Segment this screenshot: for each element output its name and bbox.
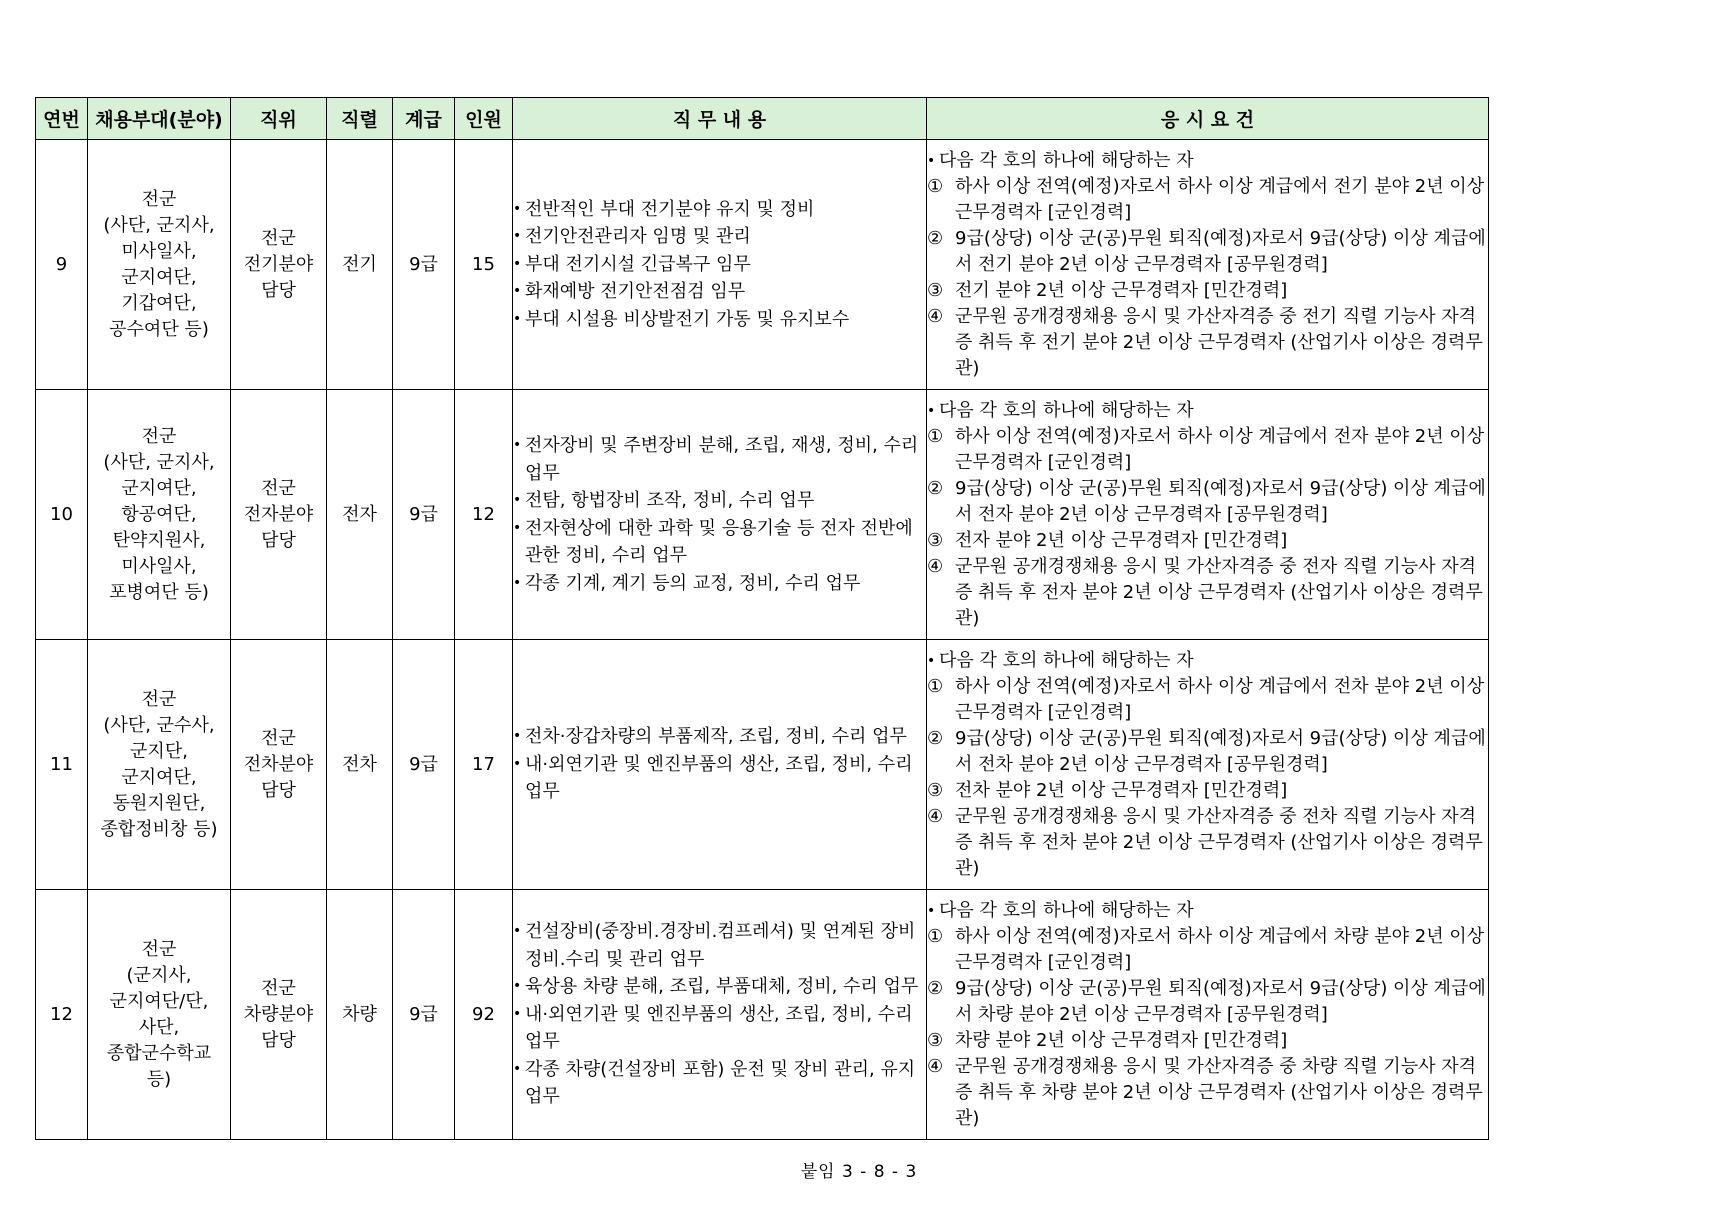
cell-duties	[513, 890, 927, 1140]
cell-no: 9	[36, 140, 88, 390]
cell-series: 차량	[327, 890, 393, 1140]
requirements-lead: • 다음 각 호의 하나에 해당하는 자	[927, 398, 1488, 424]
requirement-item	[927, 278, 1488, 304]
requirement-number: ④	[927, 1055, 944, 1077]
requirements-list	[927, 424, 1488, 632]
cell-grade: 9급	[393, 890, 455, 1140]
cell-unit-line: 종합정비창 등)	[100, 818, 218, 840]
requirement-text: 군무원 공개경쟁채용 응시 및 가산자격증 중 전기 직렬 기능사 자격증 취득 후 전기 분야 2년 이상 근무경력자 (산업기사 이상은 경력무관)	[955, 305, 1483, 379]
cell-unit-line: 공수여단 등)	[109, 318, 209, 340]
requirement-text: 전차 분야 2년 이상 근무경력자 [민간경력]	[955, 779, 1288, 801]
requirements-lead: • 다음 각 호의 하나에 해당하는 자	[927, 148, 1488, 174]
requirement-item	[927, 778, 1488, 804]
requirements-list	[927, 674, 1488, 882]
requirement-number: ④	[927, 305, 944, 327]
duty-item: • 각종 기계, 계기 등의 교정, 정비, 수리 업무	[513, 570, 926, 598]
cell-duties	[513, 390, 927, 640]
requirement-text: 군무원 공개경쟁채용 응시 및 가산자격증 중 전자 직렬 기능사 자격증 취득 후 전자 분야 2년 이상 근무경력자 (산업기사 이상은 경력무관)	[955, 555, 1483, 629]
requirement-number: ②	[927, 477, 944, 499]
cell-unit-line: 기갑여단,	[121, 292, 197, 314]
cell-series: 전자	[327, 390, 393, 640]
header-requirements: 응 시 요 건	[927, 98, 1489, 140]
cell-position	[231, 140, 327, 390]
requirement-text: 9급(상당) 이상 군(공)무원 퇴직(예정)자로서 9급(상당) 이상 계급에서 차량 분야 2년 이상 근무경력자 [공무원경력]	[955, 977, 1486, 1025]
cell-duties	[513, 640, 927, 890]
requirement-item	[927, 1028, 1488, 1054]
requirement-number: ①	[927, 425, 944, 447]
cell-grade: 9급	[393, 640, 455, 890]
requirement-number: ②	[927, 227, 944, 249]
requirements-list	[927, 174, 1488, 382]
requirement-text: 9급(상당) 이상 군(공)무원 퇴직(예정)자로서 9급(상당) 이상 계급에서 전기 분야 2년 이상 근무경력자 [공무원경력]	[955, 227, 1486, 275]
duty-item: • 전기안전관리자 임명 및 관리	[513, 223, 926, 251]
cell-unit	[88, 140, 231, 390]
cell-requirements	[927, 890, 1489, 1140]
cell-unit-line: (사단, 군지사,	[103, 214, 215, 236]
cell-no: 12	[36, 890, 88, 1140]
requirement-text: 하사 이상 전역(예정)자로서 하사 이상 계급에서 전차 분야 2년 이상 근무경력자 [군인경력]	[955, 675, 1485, 723]
duty-item: • 전자현상에 대한 과학 및 응용기술 등 전자 전반에 관한 정비, 수리 업무	[513, 515, 926, 570]
requirement-text: 하사 이상 전역(예정)자로서 하사 이상 계급에서 차량 분야 2년 이상 근무경력자 [군인경력]	[955, 925, 1485, 973]
cell-unit-line: 등)	[146, 1068, 172, 1090]
cell-unit-line: 전군	[141, 938, 177, 960]
cell-unit-line: 군지단,	[130, 740, 188, 762]
duties-list	[513, 196, 926, 334]
cell-unit-line: 전군	[141, 188, 177, 210]
cell-unit-line: 군지여단,	[121, 477, 197, 499]
requirement-number: ③	[927, 529, 944, 551]
duty-item: • 각종 차량(건설장비 포함) 운전 및 장비 관리, 유지 업무	[513, 1056, 926, 1111]
requirement-item	[927, 528, 1488, 554]
cell-position-line: 전군	[261, 227, 296, 249]
cell-position-line: 전군	[261, 477, 296, 499]
table-row	[36, 890, 1489, 1140]
requirement-number: ③	[927, 779, 944, 801]
requirement-text: 차량 분야 2년 이상 근무경력자 [민간경력]	[955, 1029, 1288, 1051]
cell-unit	[88, 390, 231, 640]
requirement-text: 전자 분야 2년 이상 근무경력자 [민간경력]	[955, 529, 1288, 551]
requirement-item	[927, 976, 1488, 1028]
cell-position-line: 담당	[261, 1029, 296, 1051]
header-duties: 직 무 내 용	[513, 98, 927, 140]
cell-grade: 9급	[393, 390, 455, 640]
requirement-item	[927, 226, 1488, 278]
cell-unit-line: 탄약지원사,	[112, 529, 206, 551]
duty-item: • 전자장비 및 주변장비 분해, 조립, 재생, 정비, 수리 업무	[513, 432, 926, 487]
table-row	[36, 140, 1489, 390]
cell-unit-line: 동원지원단,	[112, 792, 206, 814]
table-row	[36, 640, 1489, 890]
cell-unit-line: 미사일사,	[121, 240, 197, 262]
cell-series: 전차	[327, 640, 393, 890]
cell-unit-line: 항공여단,	[121, 503, 197, 525]
requirement-text: 군무원 공개경쟁채용 응시 및 가산자격증 중 전차 직렬 기능사 자격증 취득 후 전차 분야 2년 이상 근무경력자 (산업기사 이상은 경력무관)	[955, 805, 1483, 879]
header-no: 연번	[36, 98, 88, 140]
cell-unit-line: 전군	[141, 688, 177, 710]
requirement-text: 하사 이상 전역(예정)자로서 하사 이상 계급에서 전기 분야 2년 이상 근무경력자 [군인경력]	[955, 175, 1485, 223]
requirement-item	[927, 424, 1488, 476]
duty-item: • 내·외연기관 및 엔진부품의 생산, 조립, 정비, 수리 업무	[513, 751, 926, 806]
requirement-item	[927, 804, 1488, 882]
cell-unit-line: 포병여단 등)	[109, 581, 209, 603]
requirement-item	[927, 554, 1488, 632]
requirement-number: ②	[927, 727, 944, 749]
cell-position-line: 전기분야	[243, 253, 314, 275]
cell-unit-line: 종합군수학교	[106, 1042, 212, 1064]
requirements-lead: • 다음 각 호의 하나에 해당하는 자	[927, 898, 1488, 924]
duty-item: • 건설장비(중장비.경장비.컴프레셔) 및 연계된 장비 정비.수리 및 관리 업무	[513, 918, 926, 973]
cell-position-line: 담당	[261, 779, 296, 801]
table-row	[36, 390, 1489, 640]
cell-position-line: 전차분야	[243, 753, 314, 775]
cell-requirements	[927, 640, 1489, 890]
duties-list	[513, 918, 926, 1111]
header-position: 직위	[231, 98, 327, 140]
cell-unit	[88, 890, 231, 1140]
cell-unit-line: 사단,	[138, 1016, 180, 1038]
requirement-number: ④	[927, 805, 944, 827]
cell-count: 92	[455, 890, 513, 1140]
duties-list	[513, 432, 926, 597]
cell-duties	[513, 140, 927, 390]
duty-item: • 전차·장갑차량의 부품제작, 조립, 정비, 수리 업무	[513, 723, 926, 751]
duty-item: • 전탐, 항법장비 조작, 정비, 수리 업무	[513, 487, 926, 515]
requirement-number: ③	[927, 1029, 944, 1051]
cell-no: 10	[36, 390, 88, 640]
requirement-text: 9급(상당) 이상 군(공)무원 퇴직(예정)자로서 9급(상당) 이상 계급에서 전자 분야 2년 이상 근무경력자 [공무원경력]	[955, 477, 1486, 525]
cell-position-line: 차량분야	[243, 1003, 314, 1025]
header-unit: 채용부대(분야)	[88, 98, 231, 140]
requirement-item	[927, 304, 1488, 382]
requirement-number: ④	[927, 555, 944, 577]
requirement-text: 군무원 공개경쟁채용 응시 및 가산자격증 중 차량 직렬 기능사 자격증 취득 후 차량 분야 2년 이상 근무경력자 (산업기사 이상은 경력무관)	[955, 1055, 1483, 1129]
requirement-number: ①	[927, 925, 944, 947]
header-count: 인원	[455, 98, 513, 140]
cell-position-line: 전자분야	[243, 503, 314, 525]
requirement-text: 하사 이상 전역(예정)자로서 하사 이상 계급에서 전자 분야 2년 이상 근무경력자 [군인경력]	[955, 425, 1485, 473]
requirement-number: ②	[927, 977, 944, 999]
page-footer: 붙임 3 - 8 - 3	[800, 1162, 918, 1182]
cell-no: 11	[36, 640, 88, 890]
duty-item: • 화재예방 전기안전점검 임무	[513, 278, 926, 306]
requirement-text: 전기 분야 2년 이상 근무경력자 [민간경력]	[955, 279, 1288, 301]
cell-unit-line: 군지여단/단,	[109, 990, 209, 1012]
duties-list	[513, 723, 926, 806]
cell-requirements	[927, 390, 1489, 640]
cell-unit-line: 전군	[141, 425, 177, 447]
cell-position	[231, 640, 327, 890]
requirement-item	[927, 726, 1488, 778]
cell-position-line: 담당	[261, 279, 296, 301]
recruitment-table	[35, 97, 1489, 1140]
cell-position-line: 담당	[261, 529, 296, 551]
cell-unit-line: (군지사,	[126, 964, 192, 986]
cell-position	[231, 390, 327, 640]
cell-series: 전기	[327, 140, 393, 390]
cell-position-line: 전군	[261, 977, 296, 999]
requirement-item	[927, 174, 1488, 226]
cell-count: 12	[455, 390, 513, 640]
cell-unit-line: (사단, 군수사,	[103, 714, 215, 736]
header-grade: 계급	[393, 98, 455, 140]
cell-position-line: 전군	[261, 727, 296, 749]
requirement-number: ③	[927, 279, 944, 301]
cell-count: 15	[455, 140, 513, 390]
cell-unit	[88, 640, 231, 890]
duty-item: • 전반적인 부대 전기분야 유지 및 정비	[513, 196, 926, 224]
duty-item: • 부대 전기시설 긴급복구 임무	[513, 251, 926, 279]
duty-item: • 부대 시설용 비상발전기 가동 및 유지보수	[513, 306, 926, 334]
table-header-row	[36, 98, 1489, 140]
cell-unit-line: 미사일사,	[121, 555, 197, 577]
duty-item: • 육상용 차량 분해, 조립, 부품대체, 정비, 수리 업무	[513, 973, 926, 1001]
cell-unit-line: (사단, 군지사,	[103, 451, 215, 473]
cell-grade: 9급	[393, 140, 455, 390]
duty-item: • 내·외연기관 및 엔진부품의 생산, 조립, 정비, 수리 업무	[513, 1001, 926, 1056]
requirement-item	[927, 476, 1488, 528]
header-series: 직렬	[327, 98, 393, 140]
requirements-list	[927, 924, 1488, 1132]
cell-count: 17	[455, 640, 513, 890]
cell-requirements	[927, 140, 1489, 390]
requirement-number: ①	[927, 675, 944, 697]
requirement-item	[927, 1054, 1488, 1132]
requirement-text: 9급(상당) 이상 군(공)무원 퇴직(예정)자로서 9급(상당) 이상 계급에서 전차 분야 2년 이상 근무경력자 [공무원경력]	[955, 727, 1486, 775]
requirements-lead: • 다음 각 호의 하나에 해당하는 자	[927, 648, 1488, 674]
cell-position	[231, 890, 327, 1140]
cell-unit-line: 군지여단,	[121, 766, 197, 788]
requirement-item	[927, 674, 1488, 726]
requirement-item	[927, 924, 1488, 976]
cell-unit-line: 군지여단,	[121, 266, 197, 288]
requirement-number: ①	[927, 175, 944, 197]
